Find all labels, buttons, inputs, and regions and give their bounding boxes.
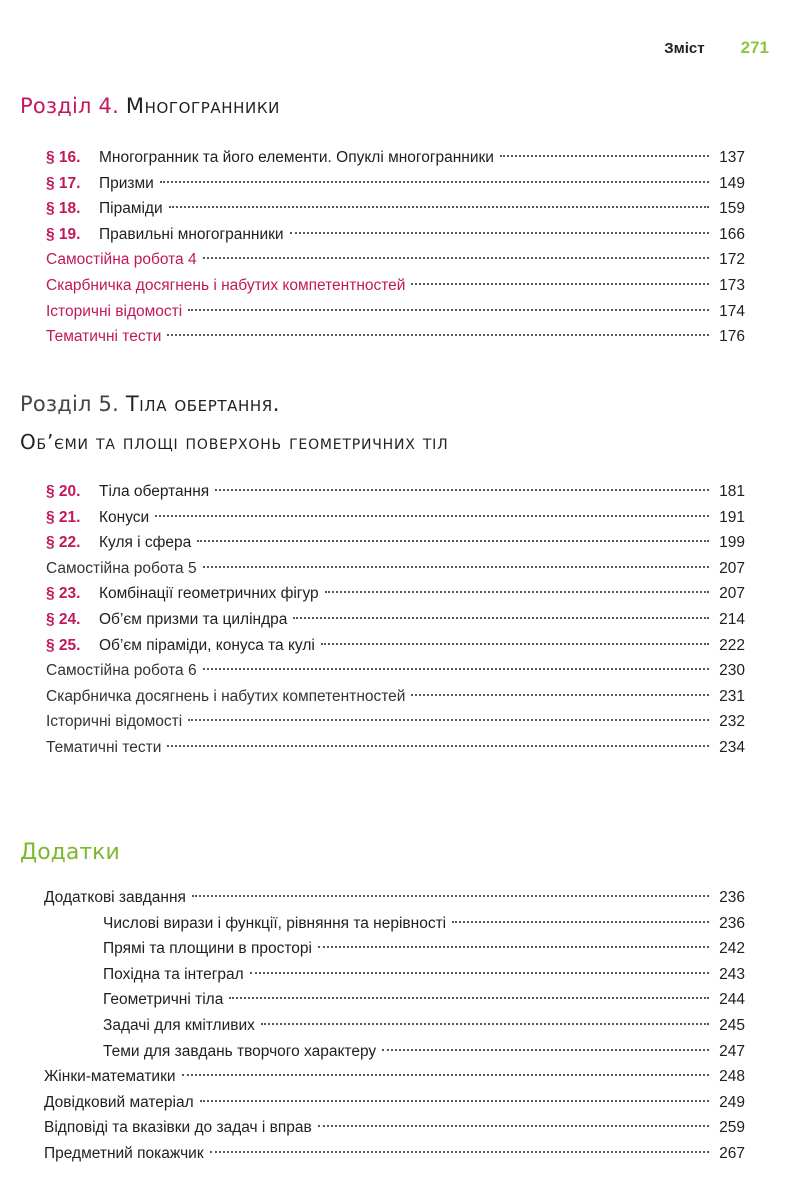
dot-leader	[229, 997, 709, 999]
toc-entry[interactable]	[46, 735, 745, 761]
entry-page-number: 242	[719, 940, 745, 958]
toc-entry[interactable]	[46, 505, 745, 531]
toc-entry[interactable]	[44, 1090, 745, 1116]
toc-entry[interactable]	[46, 633, 745, 659]
section-5-name: Тіла обертання.	[125, 392, 281, 416]
entry-title: Самостійна робота 4	[46, 251, 197, 269]
dot-leader	[160, 181, 709, 183]
entry-page-number: 173	[719, 276, 745, 294]
section-4-label: Розділ 4.	[20, 94, 119, 118]
entry-title: Похідна та інтеграл	[103, 965, 244, 983]
toc-entry[interactable]	[44, 1141, 745, 1167]
entry-page-number: 234	[719, 738, 745, 756]
section-5-title	[20, 392, 280, 416]
toc-entry[interactable]	[46, 324, 745, 350]
entry-page-number: 249	[719, 1093, 745, 1111]
toc-entry[interactable]	[44, 1039, 745, 1065]
entry-title: Комбінації геометричних фігур	[99, 585, 319, 603]
entry-title: Відповіді та вказівки до задач і вправ	[44, 1119, 312, 1137]
entry-page-number: 181	[719, 483, 745, 500]
entry-page-number: 176	[719, 328, 745, 346]
toc-entry[interactable]	[46, 479, 745, 505]
section-4-title	[20, 94, 280, 118]
toc-entry[interactable]	[44, 885, 745, 911]
entry-title: Куля і сфера	[99, 534, 192, 552]
toc-entry[interactable]	[44, 987, 745, 1013]
dot-leader	[215, 489, 709, 491]
toc-entry[interactable]	[44, 911, 745, 937]
toc-entry[interactable]	[46, 556, 745, 582]
toc-entry[interactable]	[46, 145, 745, 171]
dot-leader	[261, 1023, 709, 1025]
section-number: § 20.	[46, 483, 81, 500]
entry-page-number: 174	[719, 302, 745, 320]
dot-leader	[188, 719, 709, 721]
dot-leader	[325, 591, 709, 593]
entry-title: Історичні відомості	[46, 713, 183, 731]
dot-leader	[318, 1125, 709, 1127]
entry-page-number: 236	[719, 889, 745, 906]
toc-entry[interactable]	[44, 1064, 745, 1090]
section-number: § 24.	[46, 610, 81, 628]
entry-title: Самостійна робота 5	[46, 559, 197, 577]
entry-title: Об’єм піраміди, конуса та кулі	[99, 636, 315, 654]
section-4-name: Многогранники	[125, 94, 280, 118]
entry-title: Тематичні тести	[46, 738, 162, 756]
entry-title: Числові вирази і функції, рівняння та нерівності	[103, 914, 447, 932]
entry-page-number: 231	[719, 687, 745, 705]
dot-leader	[452, 921, 709, 923]
dot-leader	[382, 1049, 709, 1051]
dot-leader	[318, 946, 709, 948]
entry-title: Правильні многогранники	[99, 225, 284, 243]
entry-title: Скарбничка досягнень і набутих компетентностей	[46, 687, 406, 705]
dot-leader	[411, 694, 709, 696]
entry-title: Об’єм призми та циліндра	[99, 610, 288, 628]
entry-title: Прямі та площини в просторі	[103, 940, 312, 958]
entry-page-number: 243	[719, 965, 745, 983]
section-number: § 25.	[46, 636, 81, 654]
entry-title: Конуси	[99, 508, 150, 526]
entry-title: Додаткові завдання	[44, 889, 186, 906]
toc-entry[interactable]	[46, 299, 745, 325]
entry-page-number: 248	[719, 1068, 745, 1086]
entry-page-number: 236	[719, 914, 745, 932]
section-number: § 19.	[46, 225, 81, 243]
toc-entry[interactable]	[46, 222, 745, 248]
entry-title: Призми	[99, 174, 154, 192]
dot-leader	[192, 895, 709, 897]
entry-page-number: 244	[719, 991, 745, 1009]
header-title: Зміст	[664, 40, 705, 57]
dot-leader	[293, 617, 709, 619]
section-5-label: Розділ 5.	[20, 392, 119, 416]
section-number: § 22.	[46, 534, 81, 552]
entry-page-number: 207	[719, 559, 745, 577]
toc-entry[interactable]	[44, 1115, 745, 1141]
dot-leader	[411, 283, 709, 285]
entry-page-number: 247	[719, 1042, 745, 1060]
appendix-toc	[44, 885, 745, 1167]
entry-page-number: 172	[719, 251, 745, 269]
entry-page-number: 222	[719, 636, 745, 654]
entry-title: Тематичні тести	[46, 328, 162, 346]
entry-title: Довідковий матеріал	[44, 1093, 194, 1111]
dot-leader	[197, 540, 709, 542]
dot-leader	[290, 232, 709, 234]
dot-leader	[167, 334, 709, 336]
page-header	[664, 38, 769, 58]
dot-leader	[203, 257, 709, 259]
section-4-toc	[46, 145, 745, 350]
entry-page-number: 267	[719, 1144, 745, 1162]
dot-leader	[500, 155, 709, 157]
toc-entry[interactable]	[44, 936, 745, 962]
section-number: § 21.	[46, 508, 81, 526]
dot-leader	[167, 745, 709, 747]
entry-title: Жінки-математики	[44, 1068, 176, 1086]
toc-entry[interactable]	[46, 273, 745, 299]
dot-leader	[321, 643, 709, 645]
toc-entry[interactable]	[46, 581, 745, 607]
entry-page-number: 245	[719, 1016, 745, 1034]
dot-leader	[210, 1151, 709, 1153]
toc-entry[interactable]	[46, 171, 745, 197]
entry-title: Самостійна робота 6	[46, 662, 197, 680]
entry-title: Предметний покажчик	[44, 1144, 204, 1162]
appendix-title: Додатки	[20, 840, 120, 865]
section-number: § 17.	[46, 174, 81, 192]
toc-entry[interactable]	[44, 962, 745, 988]
section-number: § 23.	[46, 585, 81, 603]
entry-page-number: 199	[719, 534, 745, 552]
dot-leader	[188, 309, 709, 311]
toc-entry[interactable]	[46, 247, 745, 273]
entry-title: Тіла обертання	[99, 483, 210, 500]
entry-page-number: 137	[719, 149, 745, 166]
dot-leader	[182, 1074, 709, 1076]
dot-leader	[155, 515, 709, 517]
entry-page-number: 191	[719, 508, 745, 526]
page-number: 271	[740, 38, 769, 57]
entry-title: Теми для завдань творчого характеру	[103, 1042, 377, 1060]
section-number: § 16.	[46, 149, 81, 166]
dot-leader	[200, 1100, 709, 1102]
entry-title: Многогранник та його елементи. Опуклі многогранники	[99, 149, 494, 166]
entry-title: Історичні відомості	[46, 302, 183, 320]
entry-page-number: 259	[719, 1119, 745, 1137]
toc-entry[interactable]	[46, 530, 745, 556]
section-number: § 18.	[46, 200, 81, 218]
entry-title: Піраміди	[99, 200, 163, 218]
toc-entry[interactable]	[44, 1013, 745, 1039]
dot-leader	[203, 566, 709, 568]
entry-page-number: 232	[719, 713, 745, 731]
toc-entry[interactable]	[46, 196, 745, 222]
entry-page-number: 166	[719, 225, 745, 243]
toc-entry[interactable]	[46, 607, 745, 633]
section-5-toc	[46, 479, 745, 761]
toc-entry[interactable]	[46, 658, 745, 684]
entry-page-number: 159	[719, 200, 745, 218]
dot-leader	[203, 668, 709, 670]
entry-page-number: 207	[719, 585, 745, 603]
dot-leader	[169, 206, 709, 208]
entry-title: Скарбничка досягнень і набутих компетентностей	[46, 276, 406, 294]
toc-entry[interactable]	[46, 684, 745, 710]
entry-page-number: 230	[719, 662, 745, 680]
dot-leader	[250, 972, 709, 974]
section-5-subtitle: Об’єми та площі поверхонь геометричних тіл	[20, 430, 449, 454]
entry-page-number: 149	[719, 174, 745, 192]
toc-entry[interactable]	[46, 709, 745, 735]
entry-title: Геометричні тіла	[103, 991, 224, 1009]
entry-page-number: 214	[719, 610, 745, 628]
entry-title: Задачі для кмітливих	[103, 1016, 255, 1034]
